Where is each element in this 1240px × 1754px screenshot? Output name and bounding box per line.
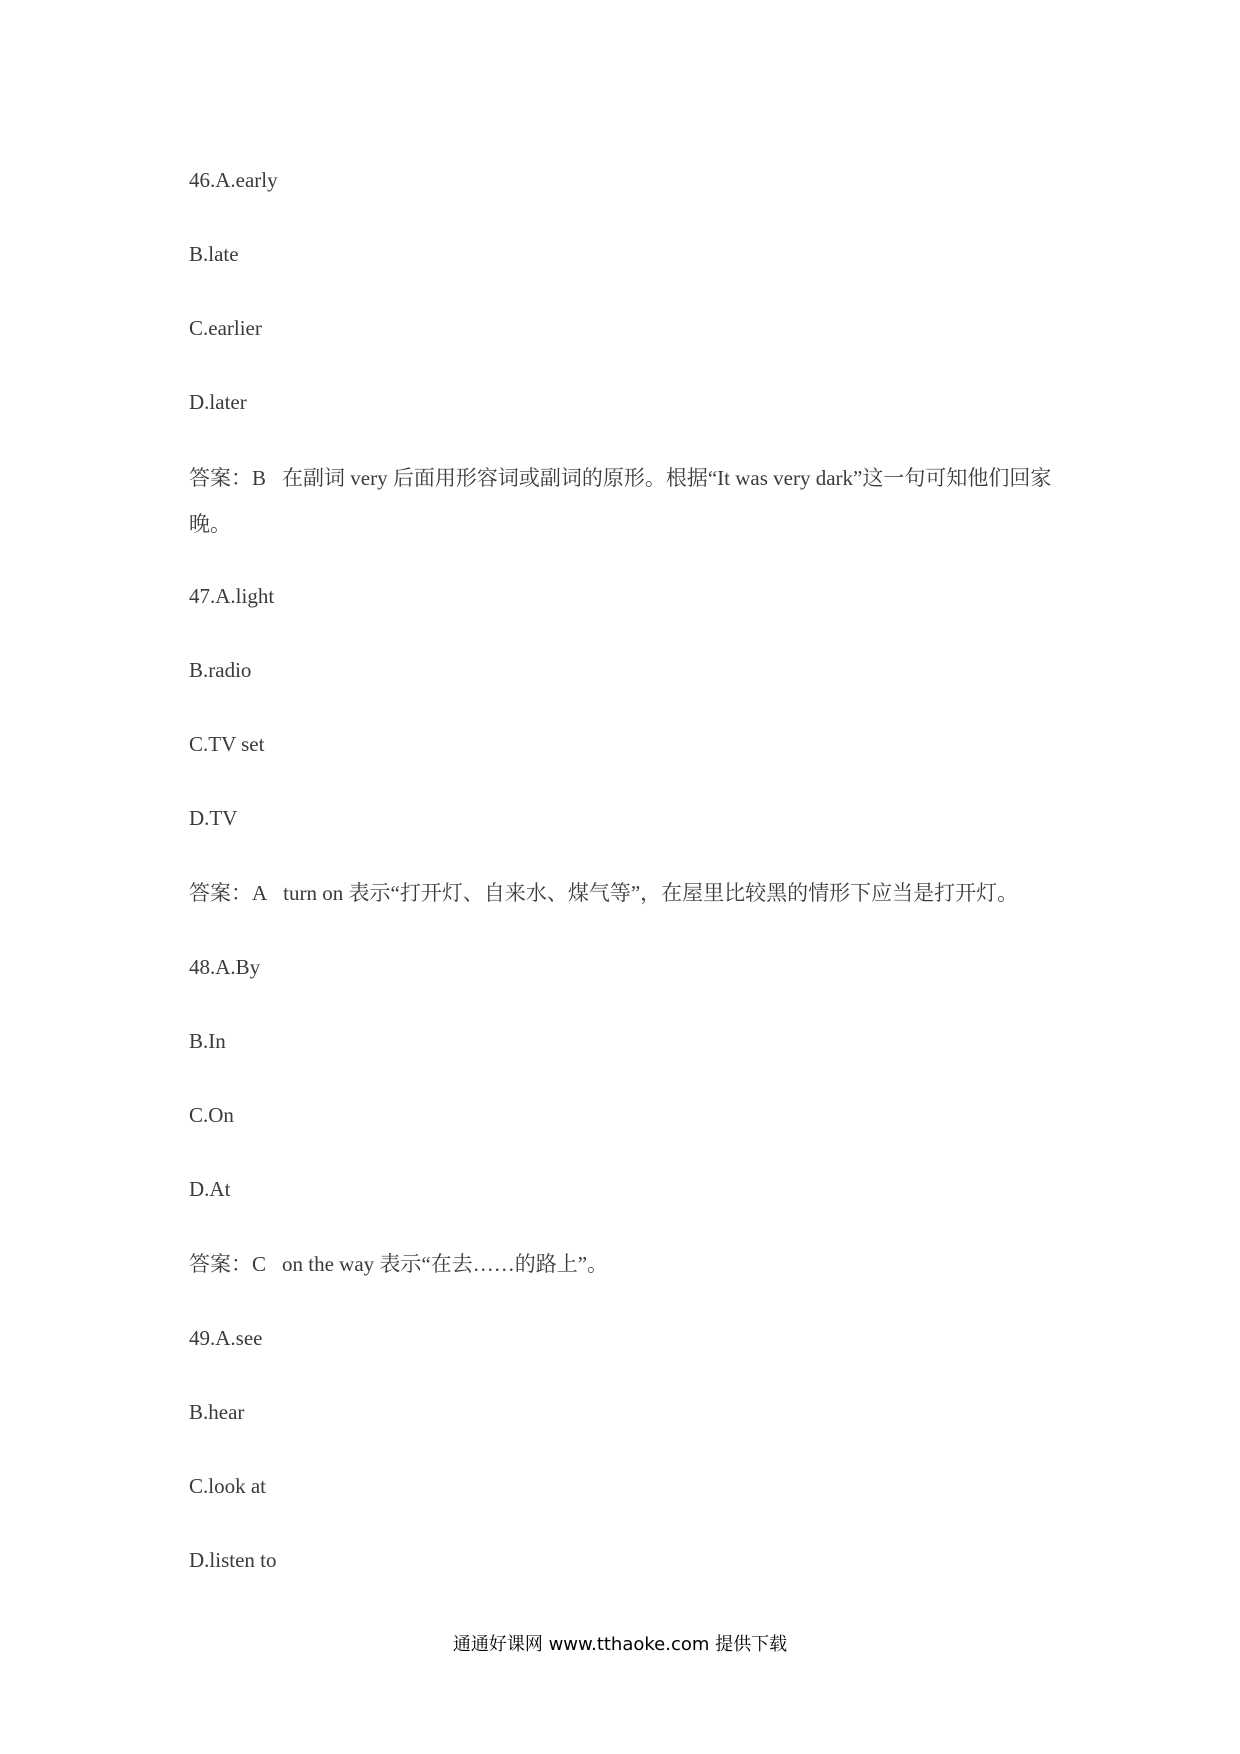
q47-option-b: B.radio [189, 658, 252, 682]
q49-option-a: 49.A.see [189, 1326, 263, 1350]
q47-answer [189, 870, 1069, 916]
q47-answer-label: 答案：A [189, 881, 268, 905]
q48-option-d: D.At [189, 1177, 231, 1201]
page-footer: 通通好课网 www.tthaoke.com 提供下载 [452, 1634, 788, 1655]
q47-answer-text: turn on 表示“打开灯、自来水、煤气等”，在屋里比较黑的情形下应当是打开灯。 [283, 881, 1019, 905]
q46-option-b: B.late [189, 242, 239, 266]
q46-answer-text: 在副词 very 后面用形容词或副词的原形。根据“It was very dark”这一句可知他们回家晚。 [189, 466, 1052, 536]
q46-option-a: 46.A.early [189, 168, 278, 192]
q48-answer-text: on the way 表示“在去……的路上”。 [282, 1252, 609, 1276]
q49-option-c: C.look at [189, 1474, 266, 1498]
q49-option-b: B.hear [189, 1400, 245, 1424]
q46-option-c: C.earlier [189, 316, 262, 340]
q46-option-d: D.later [189, 390, 247, 414]
q46-answer [189, 455, 1069, 547]
q47-option-a: 47.A.light [189, 584, 275, 608]
q48-option-a: 48.A.By [189, 955, 261, 979]
q48-option-c: C.On [189, 1103, 234, 1127]
q47-option-c: C.TV set [189, 732, 265, 756]
q48-option-b: B.In [189, 1029, 226, 1053]
q48-answer [189, 1241, 1069, 1287]
q49-option-d: D.listen to [189, 1548, 277, 1572]
q46-answer-label: 答案：B [189, 466, 267, 490]
q48-answer-label: 答案：C [189, 1252, 267, 1276]
q47-option-d: D.TV [189, 806, 238, 830]
